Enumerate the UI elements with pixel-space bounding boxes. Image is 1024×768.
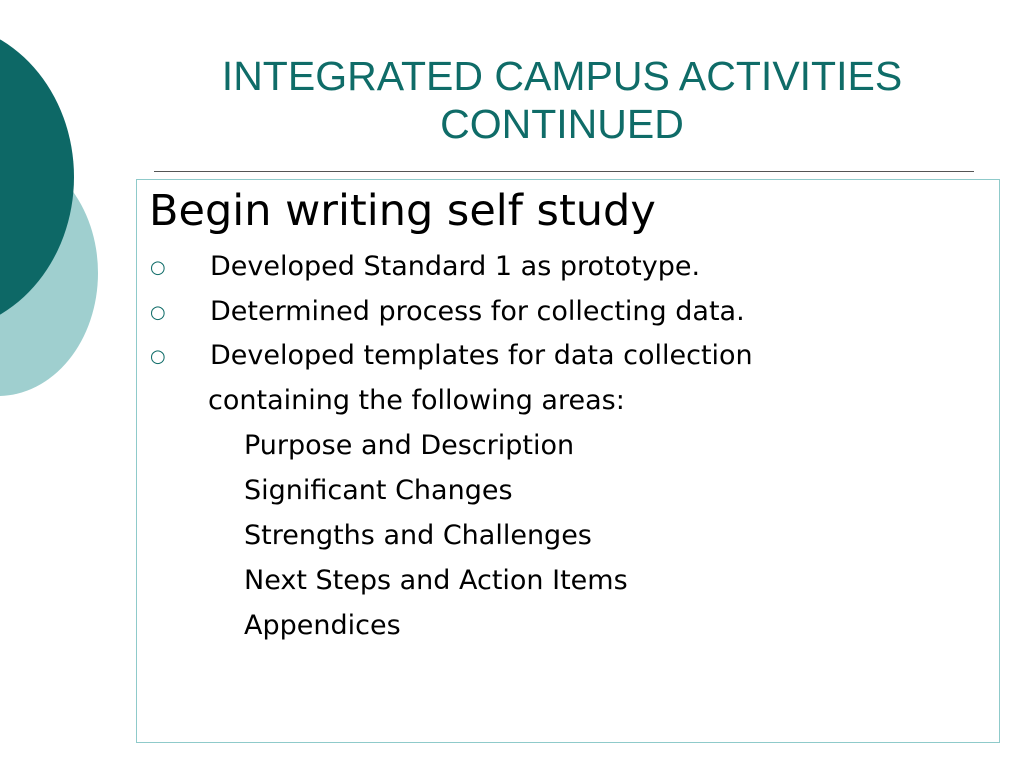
bullet-text: Determined process for collecting data.: [210, 296, 745, 327]
bullet-text: Developed templates for data collection: [210, 340, 753, 371]
title-divider: [154, 171, 974, 172]
slide-title: [150, 52, 974, 148]
bullet-item: [150, 292, 745, 332]
hollow-circle-bullet-icon: ○: [150, 256, 166, 278]
bullet-continuation: containing the following areas:: [208, 385, 625, 416]
area-item: Strengths and Challenges: [244, 520, 592, 551]
area-item: Significant Changes: [244, 475, 513, 506]
bullet-item: [150, 247, 700, 287]
content-heading: Begin writing self study: [149, 186, 656, 236]
title-line-1: INTEGRATED CAMPUS ACTIVITIES: [221, 53, 903, 99]
area-item: Appendices: [244, 610, 401, 641]
bullet-item: [150, 336, 753, 376]
title-line-2: CONTINUED: [440, 101, 684, 147]
area-item: Next Steps and Action Items: [244, 565, 628, 596]
area-item: Purpose and Description: [244, 430, 575, 461]
hollow-circle-bullet-icon: ○: [150, 301, 166, 323]
hollow-circle-bullet-icon: ○: [150, 345, 166, 367]
bullet-text: Developed Standard 1 as prototype.: [210, 251, 701, 282]
